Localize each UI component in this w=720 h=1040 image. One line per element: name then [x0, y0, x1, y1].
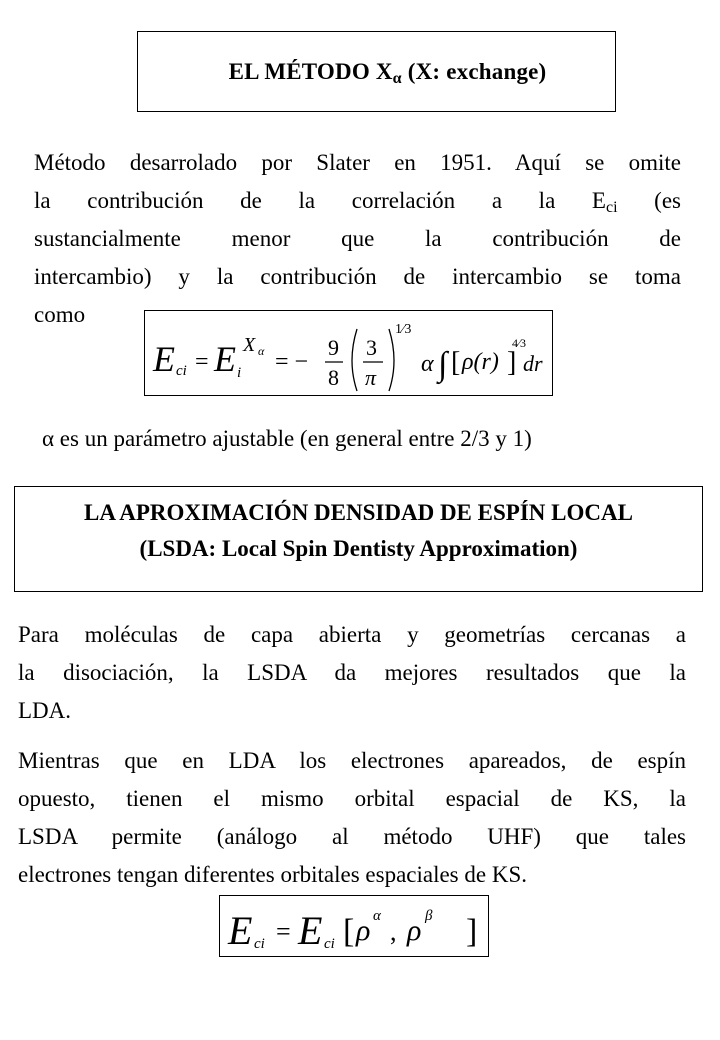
- eq-subscript: i: [237, 365, 242, 381]
- eq-symbol: α: [421, 351, 434, 377]
- title-subscript: α: [392, 69, 402, 87]
- paragraph-line: Para moléculas de capa abierta y geometrías cercanas a: [18, 622, 686, 647]
- paragraph-line: LSDA permite (análogo al método UHF) que tales: [18, 824, 686, 849]
- eq-numerator: 9: [328, 335, 339, 360]
- paragraph-line: la disociación, la LSDA da mejores resultados que la: [18, 660, 686, 685]
- eq-symbol: E: [298, 908, 323, 953]
- paragraph-line: [34, 182, 681, 220]
- equation-xalpha-box: [144, 310, 553, 396]
- paragraph-lsda-orbitals: [18, 742, 686, 894]
- eq-symbol: E: [228, 908, 253, 953]
- energy-subscript: ci: [605, 199, 618, 216]
- eq-superscript: α: [258, 344, 265, 358]
- eq-symbol: E: [214, 339, 236, 379]
- paragraph-line: electrones tengan diferentes orbitales espaciales de KS.: [18, 862, 527, 887]
- eq-operator: =: [276, 917, 291, 946]
- section-title-box-xalpha: [137, 31, 616, 112]
- title-suffix: (X: exchange): [401, 58, 547, 84]
- paragraph-text: la contribución de la correlación a la E: [34, 188, 606, 213]
- eq-bracket: ]: [507, 347, 517, 378]
- eq-operator: = −: [275, 349, 309, 375]
- eq-superscript: α: [373, 908, 381, 924]
- eq-symbol: ρ: [356, 914, 371, 947]
- eq-symbol: E: [153, 339, 175, 379]
- eq-superscript: β: [425, 908, 433, 924]
- section-title-box-lsda: [14, 486, 703, 592]
- paragraph-slater: [34, 144, 681, 334]
- equation-lsda-box: [219, 895, 489, 957]
- eq-operator: ,: [390, 917, 397, 946]
- paragraph-line: como: [34, 302, 86, 327]
- eq-operator: =: [195, 349, 209, 375]
- eq-symbol: ρ(r): [462, 349, 499, 375]
- section-title-lsda: LA APROXIMACIÓN DENSIDAD DE ESPÍN LOCAL: [84, 500, 633, 525]
- paragraph-line: Mientras que en LDA los electrones apareados, de espín: [18, 748, 686, 773]
- eq-symbol: ρ: [407, 914, 422, 947]
- eq-bracket: [: [451, 347, 461, 378]
- paragraph-line: Método desarrolado por Slater en 1951. Aquí se omite: [34, 150, 681, 175]
- eq-numerator: 3: [366, 335, 377, 360]
- eq-denominator: 8: [328, 365, 339, 390]
- eq-exponent: 4⁄3: [512, 336, 527, 350]
- paragraph-line: intercambio) y la contribución de intercambio se toma: [34, 264, 681, 289]
- alpha-parameter-note: α es un parámetro ajustable (en general entre 2/3 y 1): [42, 426, 532, 451]
- eq-superscript: X: [243, 334, 256, 356]
- eq-subscript: ci: [176, 363, 187, 379]
- eq-bracket: [: [343, 913, 355, 950]
- paragraph-text: (es: [617, 188, 681, 213]
- eq-subscript: ci: [254, 936, 265, 952]
- section-title-xalpha: [207, 59, 547, 85]
- eq-symbol: dr: [523, 351, 543, 376]
- paragraph-line: sustancialmente menor que la contribución de: [34, 226, 681, 251]
- eq-bracket: ]: [466, 913, 478, 950]
- eq-subscript: ci: [324, 936, 335, 952]
- eq-exponent: 1⁄3: [395, 322, 412, 337]
- integral-sign: ∫: [438, 346, 448, 383]
- paragraph-line: LDA.: [18, 698, 72, 723]
- right-paren: [389, 329, 394, 391]
- section-subtitle-lsda: (LSDA: Local Spin Dentisty Approximation): [139, 536, 578, 561]
- equation-lsda: [226, 898, 486, 954]
- eq-denominator: π: [365, 365, 377, 390]
- paragraph-line: opuesto, tienen el mismo orbital espacial de KS, la: [18, 786, 686, 811]
- title-prefix: EL MÉTODO X: [228, 58, 393, 84]
- paragraph-open-shell: [18, 616, 686, 730]
- left-paren: [352, 329, 357, 391]
- equation-xalpha: [151, 313, 551, 393]
